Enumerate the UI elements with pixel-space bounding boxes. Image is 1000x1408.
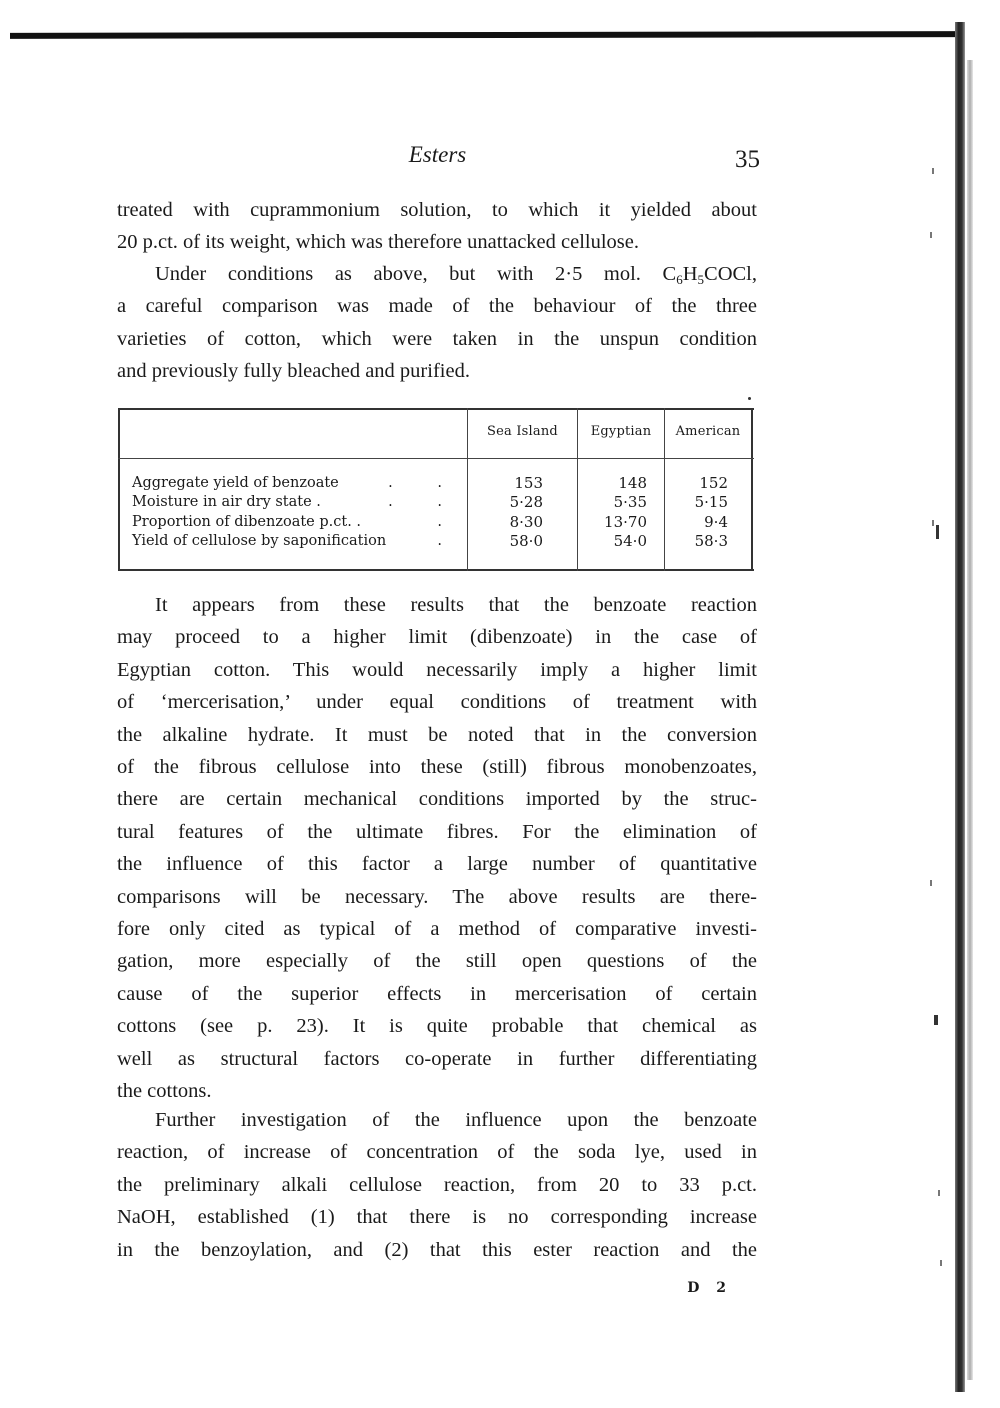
table-cell: 8·30 [509,512,543,531]
table-header-rule [118,458,754,459]
row-label-text: Yield of cellulose by saponification [132,532,387,549]
values-american [683,474,728,551]
text-line-formula [117,258,757,290]
column-header-sea-island: Sea Island [487,424,558,439]
text-segment: Under conditions as above, but with 2·5 mol. C [155,263,677,285]
table-cell: 152 [699,474,728,492]
table-cell: 153 [514,474,543,492]
leader-dots: . [437,532,462,549]
text-line: and previously fully bleached and purified. [117,360,470,383]
top-border-rule [10,31,960,39]
text-segment: H [682,263,698,285]
values-sea-island [493,474,543,551]
column-header-egyptian: Egyptian [590,424,652,439]
signature-mark: D 2 [687,1280,732,1296]
table-rule [118,408,120,571]
stray-dot [748,397,751,400]
paragraph-1 [117,194,757,259]
table-row-label [132,513,462,532]
table-cell: 13·70 [604,512,647,531]
row-label-text: Aggregate yield of benzoate [132,475,339,491]
table-row-label [132,474,462,493]
table-cell: 54·0 [613,531,647,550]
row-label-text: Moisture in air dry state . [132,494,321,511]
table-rule [118,569,754,571]
text-line: Further investigation of the influence upon the benzoate [155,1109,757,1131]
text-line: there are certain mechanical conditions imported by the struc- [117,788,757,811]
page-edge-shadow-inner [967,60,973,1380]
table-cell: 58·0 [509,531,543,550]
text-line: NaOH, established (1) that there is no corresponding increase [117,1206,757,1229]
text-line: Egyptian cotton. This would necessarily imply a higher limit [117,658,757,681]
text-line: reaction, of increase of concentration of the soda lye, used in [117,1141,757,1164]
page-header [115,142,760,182]
leader-dots: . . [388,475,462,491]
text-segment: COCl, [704,263,757,285]
text-line: cottons (see p. 23). It is quite probable that chemical as [117,1015,757,1038]
text-line: tural features of the ultimate fibres. For the elimination of [117,820,757,843]
table-row-label [132,493,462,512]
text-line: the alkaline hydrate. It must be noted that in the conversion [117,723,757,746]
text-line: fore only cited as typical of a method of comparative investi- [117,918,757,941]
table-rule [751,408,753,571]
table-cell: 5·15 [694,493,728,512]
text-line: the preliminary alkali cellulose reaction, from 20 to 33 p.ct. [117,1173,757,1196]
page-edge-shadow [955,22,965,1392]
text-line: may proceed to a higher limit (dibenzoate) in the case of [117,626,757,649]
table-cell: 5·28 [509,493,543,512]
text-line: comparisons will be necessary. The above results are there- [117,885,757,908]
page-number: 35 [735,146,760,173]
paragraph-2 [117,258,757,388]
table-row-label [132,532,462,551]
subscript: 6 [676,272,683,287]
text-line: of ‘mercerisation,’ under equal conditions of treatment with [117,691,757,714]
text-line: treated with cuprammonium solution, to which it yielded about [117,199,757,221]
table-cell: 58·3 [694,531,728,550]
paragraph-4 [117,1104,757,1266]
text-line: well as structural factors co-operate in further differentiating [117,1047,757,1070]
values-egyptian [602,474,647,551]
table-cell: 9·4 [704,512,728,531]
text-line: It appears from these results that the benzoate reaction [155,594,757,616]
paragraph-3 [117,589,757,1108]
text-line: a careful comparison was made of the behaviour of the three [117,295,757,318]
text-line: the cottons. [117,1080,212,1103]
text-line: varieties of cotton, which were taken in the unspun condition [117,327,757,350]
table-rule [118,408,754,410]
subscript: 5 [697,272,705,287]
row-label-text: Proportion of dibenzoate p.ct. . [132,513,362,530]
text-line: the influence of this factor a large number of quantitative [117,853,757,876]
text-line: of the fibrous cellulose into these (still) fibrous monobenzoates, [117,756,757,779]
row-labels [132,474,462,551]
text-line: in the benzoylation, and (2) that this ester reaction and the [117,1238,757,1261]
running-title: Esters [408,142,467,167]
leader-dots: . . [388,494,462,511]
text-line: cause of the superior effects in mercerisation of certain [117,982,757,1005]
text-line: gation, more especially of the still open questions of the [117,950,757,973]
table-cell: 148 [618,474,647,492]
table-cell: 5·35 [613,493,647,512]
leader-dots: . [437,513,462,530]
text-line: 20 p.ct. of its weight, which was therefore unattacked cellulose. [117,231,640,254]
cotton-benzoate-table [118,408,754,572]
column-header-american: American [675,424,741,439]
